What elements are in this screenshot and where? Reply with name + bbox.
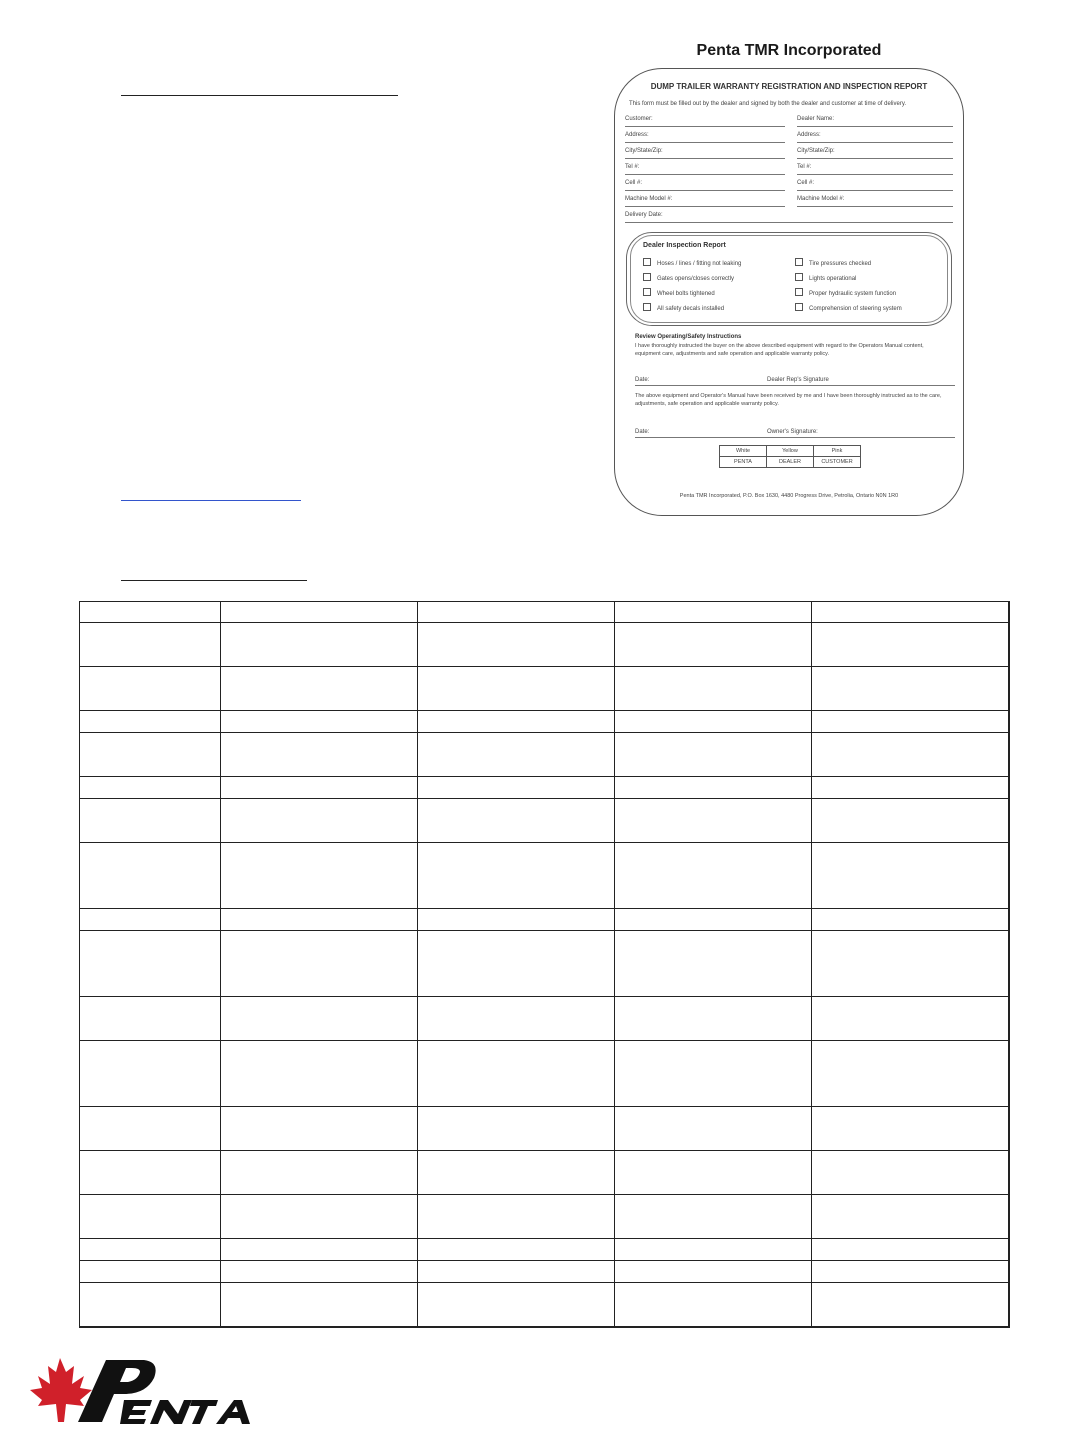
table-cell	[221, 843, 418, 909]
table-cell	[221, 799, 418, 843]
table-cell	[80, 931, 221, 997]
table-cell	[221, 623, 418, 667]
table-row	[80, 909, 1009, 931]
checkbox-icon	[795, 273, 803, 281]
field-delivery-date: Delivery Date:	[625, 211, 953, 223]
table-cell	[615, 623, 812, 667]
table-cell	[615, 1195, 812, 1239]
table-row	[80, 1195, 1009, 1239]
table-cell	[418, 931, 615, 997]
table-cell	[812, 1283, 1009, 1328]
table-cell	[812, 733, 1009, 777]
table-cell	[812, 1195, 1009, 1239]
copy-distribution-table	[719, 445, 861, 468]
table-cell	[80, 1151, 221, 1195]
table-row	[80, 1151, 1009, 1195]
table-cell	[221, 1041, 418, 1107]
table-cell	[418, 799, 615, 843]
check-lights	[795, 273, 856, 282]
table-cell	[812, 931, 1009, 997]
check-decals	[643, 303, 724, 312]
table-cell	[615, 733, 812, 777]
checkbox-icon	[795, 288, 803, 296]
inspection-title: Dealer Inspection Report	[643, 242, 726, 249]
field-tel-right: Tel #:	[797, 163, 953, 175]
copy-color: Yellow	[767, 446, 814, 457]
check-label: Proper hydraulic system function	[809, 291, 897, 297]
table-row	[80, 997, 1009, 1041]
table-row	[80, 711, 1009, 733]
table-cell	[812, 711, 1009, 733]
table-cell	[615, 1107, 812, 1151]
dealer-signature-line	[635, 385, 955, 386]
table-cell	[221, 1195, 418, 1239]
table-cell	[615, 1151, 812, 1195]
table-cell	[418, 1041, 615, 1107]
table-row	[80, 623, 1009, 667]
table-cell	[80, 602, 221, 623]
warranty-form-image	[600, 38, 972, 520]
table-cell	[80, 1041, 221, 1107]
table-cell	[812, 909, 1009, 931]
table-cell	[418, 997, 615, 1041]
check-wheel-bolts	[643, 288, 715, 297]
review-title: Review Operating/Safety Instructions	[635, 334, 742, 340]
owner-signature-line	[635, 437, 955, 438]
field-tel-left: Tel #:	[625, 163, 785, 175]
table-cell	[221, 602, 418, 623]
checkbox-icon	[643, 258, 651, 266]
table-cell	[418, 1195, 615, 1239]
table-cell	[418, 843, 615, 909]
table-cell	[418, 711, 615, 733]
table-cell	[615, 1261, 812, 1283]
table-cell	[80, 843, 221, 909]
table-row	[80, 1283, 1009, 1328]
table-row	[80, 1261, 1009, 1283]
table-row	[80, 931, 1009, 997]
table-cell	[418, 623, 615, 667]
table-cell	[80, 711, 221, 733]
table-cell	[418, 1283, 615, 1328]
copy-recipient: CUSTOMER	[814, 457, 861, 468]
dealer-signature-label: Dealer Rep's Signature	[767, 377, 829, 383]
table-row	[80, 799, 1009, 843]
table-cell	[615, 602, 812, 623]
owner-date-label: Date:	[635, 429, 650, 435]
table-cell	[221, 1151, 418, 1195]
table-row	[80, 667, 1009, 711]
table-cell	[418, 777, 615, 799]
table-cell	[80, 909, 221, 931]
check-gates	[643, 273, 734, 282]
penta-logo	[20, 1352, 252, 1430]
table-cell	[221, 909, 418, 931]
table-cell	[418, 1107, 615, 1151]
table-row	[80, 1041, 1009, 1107]
records-table	[79, 601, 1010, 1328]
check-label: Wheel bolts tightened	[657, 291, 715, 297]
heading-underline	[121, 95, 398, 96]
table-cell	[80, 1283, 221, 1328]
table-cell	[221, 1261, 418, 1283]
form-footer-address: Penta TMR Incorporated, P.O. Box 1630, 4480 Progress Drive, Petrolia, Ontario N0N 1R0	[679, 493, 899, 499]
checkbox-icon	[643, 273, 651, 281]
table-cell	[80, 1107, 221, 1151]
table-cell	[80, 777, 221, 799]
checkbox-icon	[643, 288, 651, 296]
table-cell	[80, 1261, 221, 1283]
table-row	[80, 602, 1009, 623]
table-cell	[812, 1151, 1009, 1195]
table-cell	[221, 667, 418, 711]
field-cell-right: Cell #:	[797, 179, 953, 191]
table-cell	[221, 1107, 418, 1151]
table-cell	[615, 799, 812, 843]
check-label: Lights operational	[809, 276, 857, 282]
link-underline[interactable]	[121, 500, 301, 501]
owner-signature-label: Owner's Signature:	[767, 429, 818, 435]
form-title: DUMP TRAILER WARRANTY REGISTRATION AND INSPECTION REPORT	[650, 82, 928, 91]
table-cell	[80, 997, 221, 1041]
form-instruction: This form must be filled out by the dealer and signed by both the dealer and customer at time of delivery.	[629, 101, 907, 107]
dealer-date-label: Date:	[635, 377, 650, 383]
table-cell	[615, 909, 812, 931]
table-cell	[80, 1195, 221, 1239]
table-cell	[812, 623, 1009, 667]
company-name: Penta TMR Incorporated	[696, 42, 882, 59]
table-cell	[80, 667, 221, 711]
table-cell	[812, 1261, 1009, 1283]
table-cell	[812, 1041, 1009, 1107]
table-cell	[221, 931, 418, 997]
table-cell	[80, 733, 221, 777]
copy-recipient: DEALER	[767, 457, 814, 468]
table-cell	[221, 733, 418, 777]
copy-color: White	[720, 446, 767, 457]
table-cell	[615, 1041, 812, 1107]
table-cell	[812, 997, 1009, 1041]
check-tire-pressure	[795, 258, 871, 267]
field-dealer-name: Dealer Name:	[797, 115, 953, 127]
table-cell	[812, 843, 1009, 909]
table-row	[80, 1107, 1009, 1151]
table-cell	[221, 711, 418, 733]
table-cell	[221, 777, 418, 799]
table-cell	[418, 733, 615, 777]
field-customer: Customer:	[625, 115, 785, 127]
table-cell	[80, 799, 221, 843]
table-cell	[812, 667, 1009, 711]
table-cell	[615, 711, 812, 733]
check-label: Hoses / lines / fitting not leaking	[657, 261, 742, 267]
table-cell	[418, 1261, 615, 1283]
field-address-right: Address:	[797, 131, 953, 143]
table-cell	[80, 623, 221, 667]
table-row	[80, 777, 1009, 799]
table-cell	[812, 1239, 1009, 1261]
table-cell	[418, 602, 615, 623]
check-label: Gates opens/closes correctly	[657, 276, 735, 282]
table-cell	[615, 843, 812, 909]
form-card	[614, 68, 964, 516]
field-model-right: Machine Model #:	[797, 195, 953, 207]
field-city-right: City/State/Zip:	[797, 147, 953, 159]
table-cell	[221, 1283, 418, 1328]
table-cell	[812, 777, 1009, 799]
table-row	[80, 843, 1009, 909]
table-cell	[615, 997, 812, 1041]
copy-recipient: PENTA	[720, 457, 767, 468]
check-hoses	[643, 258, 741, 267]
table-cell	[615, 1239, 812, 1261]
table-cell	[418, 909, 615, 931]
check-label: All safety decals installed	[657, 306, 725, 312]
table-cell	[221, 1239, 418, 1261]
table-heading-underline	[121, 580, 307, 581]
logo-wordmark	[78, 1360, 250, 1424]
table-cell	[221, 997, 418, 1041]
table-cell	[80, 1239, 221, 1261]
field-address-left: Address:	[625, 131, 785, 143]
table-cell	[812, 1107, 1009, 1151]
checkbox-icon	[795, 258, 803, 266]
table-cell	[812, 799, 1009, 843]
table-row	[80, 733, 1009, 777]
table-cell	[615, 1283, 812, 1328]
field-model-left: Machine Model #:	[625, 195, 785, 207]
review-text: I have thoroughly instructed the buyer on the above described equipment with regard to the Operators Manual content, equipment care, adjustments and safe operation and applicable warranty policy.	[635, 343, 924, 357]
field-cell-left: Cell #:	[625, 179, 785, 191]
check-label: Comprehension of steering system	[809, 306, 902, 312]
table-cell	[418, 1239, 615, 1261]
table-cell	[615, 931, 812, 997]
copy-color: Pink	[814, 446, 861, 457]
checkbox-icon	[643, 303, 651, 311]
check-steering	[795, 303, 902, 312]
table-cell	[418, 667, 615, 711]
owner-text: The above equipment and Operator's Manual have been received by me and I have been thoroughly instructed as to the care, adjustments, safe operation and applicable warranty policy.	[635, 393, 942, 407]
table-cell	[615, 777, 812, 799]
field-city-left: City/State/Zip:	[625, 147, 785, 159]
table-cell	[418, 1151, 615, 1195]
table-row	[80, 1239, 1009, 1261]
checkbox-icon	[795, 303, 803, 311]
table-cell	[812, 602, 1009, 623]
table-cell	[615, 667, 812, 711]
check-hydraulic	[795, 288, 896, 297]
check-label: Tire pressures checked	[809, 261, 872, 267]
